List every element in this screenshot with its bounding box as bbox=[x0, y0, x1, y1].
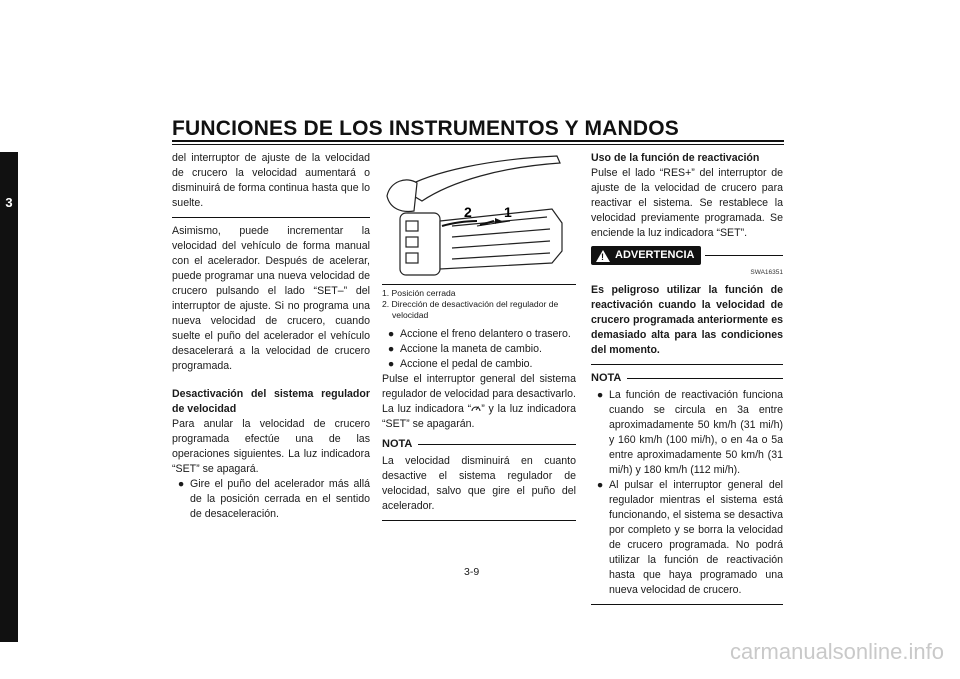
bullet-icon: ● bbox=[382, 328, 395, 340]
list-item: ● Al pulsar el interruptor general del regulador mientras el sistema está funcionando, el sistema se desactiva por completo y se borra la velocidad de crucero programada. No podrá utilizar la función de reactivación hasta que haya programado una nueva velocidad de crucero. bbox=[591, 479, 783, 596]
bullet-icon: ● bbox=[382, 358, 395, 370]
list-item: ● Gire el puño del acelerador más allá de la posición cerrada en el sentido de desaceleración. bbox=[172, 478, 370, 520]
handlebar-illustration bbox=[382, 151, 576, 279]
list-item: ● Accione el pedal de cambio. bbox=[382, 358, 533, 370]
paragraph: Pulse el interruptor general del sistema regulador de velocidad para desactivarlo. La luz indicadora “ ” y la luz indicadora “SET” se apagarán. bbox=[382, 373, 576, 430]
divider bbox=[591, 364, 783, 365]
figure-caption: 2. Dirección de desactivación del regulador de velocidad bbox=[382, 299, 559, 320]
nota-header: NOTA bbox=[591, 371, 783, 386]
list-item: ● Accione el freno delantero o trasero. bbox=[382, 328, 571, 340]
warning-code: SWA16351 bbox=[750, 269, 783, 276]
divider bbox=[172, 217, 370, 218]
nota-header: NOTA bbox=[382, 437, 576, 452]
section-heading: Uso de la función de reactivación bbox=[591, 152, 760, 164]
paragraph: Para anular la velocidad de crucero programada efectúe una de las operaciones siguientes. La luz indicadora “SET” se apagará. bbox=[172, 418, 370, 475]
nota-text: La velocidad disminuirá en cuanto desactive el sistema regulador de velocidad, salvo que gire el puño del acelerador. bbox=[382, 455, 576, 512]
section-heading: Desactivación del sistema regulador de velocidad bbox=[172, 388, 370, 415]
warning-text: Es peligroso utilizar la función de reactivación cuando la velocidad de crucero programada anteriormente es demasiado alta para las condiciones del momento. bbox=[591, 284, 783, 356]
paragraph: Pulse el lado “RES+” del interruptor de ajuste de la velocidad de crucero para reactivar el sistema. Se restablece la velocidad previamente programada. Se enciende la luz indicadora “SET”. bbox=[591, 167, 783, 239]
list-item: ● Accione la maneta de cambio. bbox=[382, 343, 542, 355]
bullet-icon: ● bbox=[591, 389, 604, 401]
divider bbox=[382, 520, 576, 521]
bullet-icon: ● bbox=[591, 479, 604, 491]
figure-label: 1 bbox=[504, 204, 512, 220]
bullet-icon: ● bbox=[172, 478, 185, 490]
column-1 bbox=[172, 151, 370, 522]
bullet-icon: ● bbox=[382, 343, 395, 355]
chapter-tab bbox=[0, 152, 18, 642]
warning-icon: ! bbox=[596, 250, 610, 262]
watermark: carmanualsonline.info bbox=[729, 639, 944, 664]
figure-divider bbox=[382, 284, 576, 285]
paragraph: Asimismo, puede incrementar la velocidad del vehículo de forma manual con el acelerador. Después de acelerar, puede programar una nueva velocidad de crucero pulsando el lado “SET–” del interruptor de ajuste. Si no programa una nueva velocidad de crucero, cuando suelte el puño del acelerador el vehículo desacelerará a la velocidad de crucero programada. bbox=[172, 225, 370, 372]
page-title: FUNCIONES DE LOS INSTRUMENTOS Y MANDOS bbox=[172, 117, 679, 140]
column-3 bbox=[591, 151, 783, 605]
warning-badge: ! ADVERTENCIA bbox=[591, 246, 701, 265]
page-number: 3-9 bbox=[464, 566, 480, 578]
column-2 bbox=[382, 151, 576, 521]
header-rule-thin bbox=[172, 144, 784, 145]
header-rule bbox=[172, 140, 784, 142]
chapter-number: 3 bbox=[5, 195, 13, 210]
paragraph: del interruptor de ajuste de la velocidad de crucero la velocidad aumentará o disminuirá de forma continua hasta que lo suelte. bbox=[172, 152, 370, 209]
figure-caption: 1. Posición cerrada bbox=[382, 288, 456, 298]
divider bbox=[591, 604, 783, 605]
cruise-control-icon bbox=[471, 403, 481, 412]
figure-label: 2 bbox=[464, 204, 472, 220]
list-item: ● La función de reactivación funciona cuando se circula en 3a entre aproximadamente 50 km/h (31 mi/h) y 160 km/h (100 mi/h), o en 4a o 5a entre aproximadamente 50 km/h (31 mi/h) y 180 km/h (112 mi/h). bbox=[591, 389, 783, 476]
